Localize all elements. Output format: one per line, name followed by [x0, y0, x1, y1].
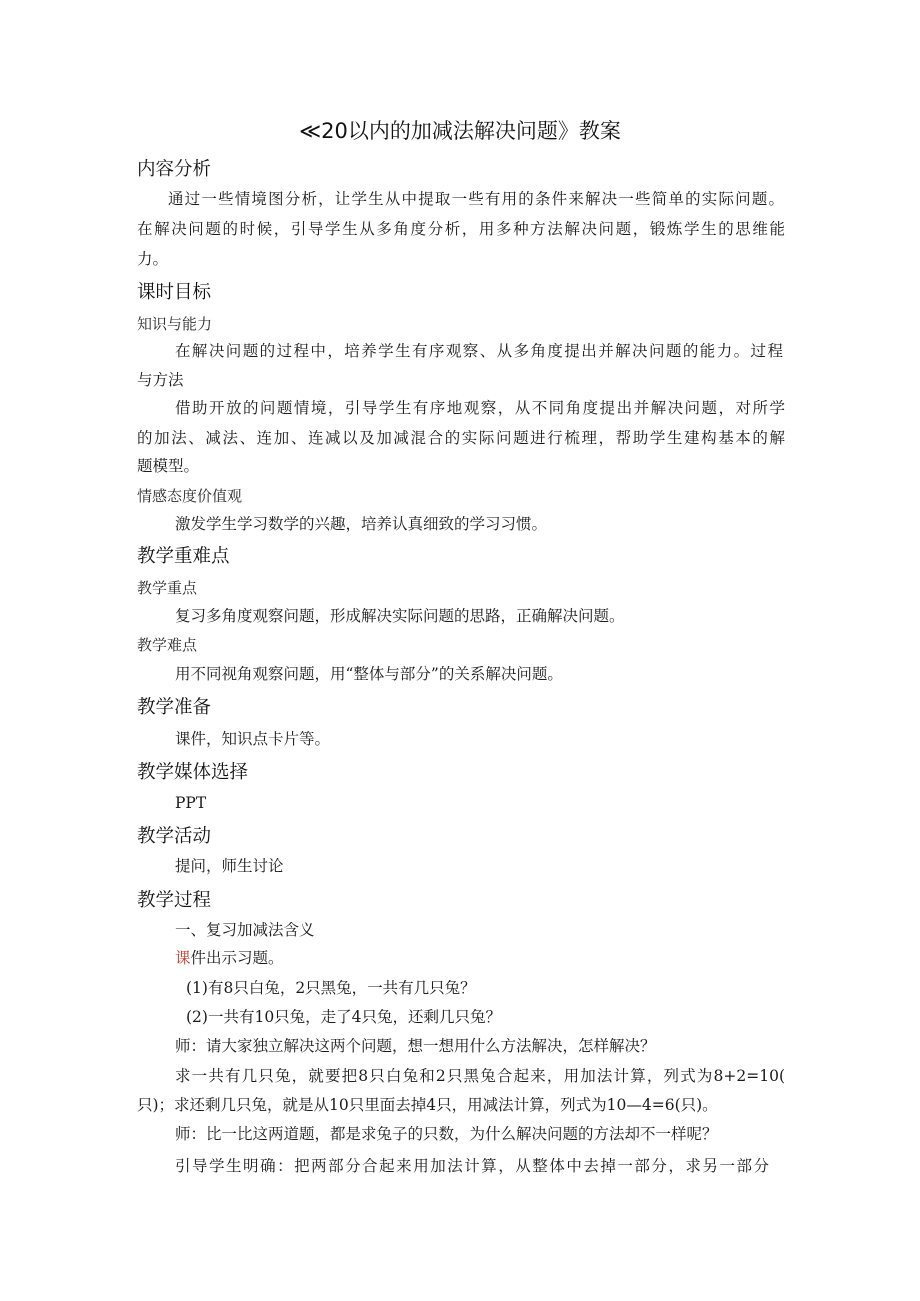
- process-line-2: 的加法、减法、连加、连减以及加减混合的实际问题进行梳理，帮助学生建构基本的解: [137, 429, 785, 447]
- process-step-1: 一、复习加减法含义: [175, 921, 315, 939]
- label-knowledge: 知识与能力: [137, 315, 213, 333]
- attitude-line: 激发学生学习数学的兴趣，培养认真细致的学习习惯。: [175, 515, 548, 533]
- heading-media: 教学媒体选择: [137, 762, 249, 783]
- heading-process: 教学过程: [137, 890, 212, 911]
- heading-objectives: 课时目标: [137, 282, 212, 303]
- courseware-highlight: 课: [175, 949, 191, 967]
- knowledge-line-1: 在解决问题的过程中，培养学生有序观察、从多角度提出并解决问题的能力。过程: [175, 342, 783, 360]
- label-attitude: 情感态度价值观: [137, 487, 243, 505]
- difficult-line: 用不同视角观察问题，用“整体与部分”的关系解决问题。: [175, 665, 563, 683]
- question-2: (2)一共有10只兔，走了4只兔，还剩几只兔？: [186, 1008, 502, 1026]
- teacher-line-2: 师：比一比这两道题，都是求兔子的只数，为什么解决问题的方法却不一样呢？: [175, 1125, 718, 1143]
- courseware-rest: 件出示习题。: [190, 949, 284, 967]
- content-analysis-line-2: 在解决问题的时候，引导学生从多角度分析，用多种方法解决问题，锻炼学生的思维能: [137, 220, 785, 238]
- guide-line: 引导学生明确：把两部分合起来用加法计算，从整体中去掉一部分，求另一部分: [175, 1157, 769, 1175]
- heading-key-points: 教学重难点: [137, 546, 230, 567]
- process-line-3: 题模型。: [137, 457, 200, 475]
- heading-activities: 教学活动: [137, 826, 212, 847]
- process-line-1: 借助开放的问题情境，引导学生有序地观察，从不同角度提出并解决问题，对所学: [175, 399, 785, 417]
- answer-line-1: 求一共有几只兔，就要把8只白兔和2只黑兔合起来，用加法计算，列式为8+2=10(: [175, 1067, 785, 1085]
- document-title: ≪20以内的加减法解决问题》教案: [299, 119, 621, 143]
- activities-line: 提问，师生讨论: [175, 857, 284, 875]
- courseware-line: [175, 948, 284, 968]
- teacher-line-1: 师：请大家独立解决这两个问题，想一想用什么方法解决，怎样解决？: [175, 1037, 656, 1055]
- question-1: (1)有8只白兔，2只黑兔，一共有几只兔？: [186, 979, 476, 997]
- content-analysis-line-1: 通过一些情境图分析，让学生从中提取一些有用的条件来解决一些简单的实际问题。: [168, 190, 784, 208]
- label-key: 教学重点: [137, 579, 198, 597]
- content-analysis-line-3: 力。: [137, 250, 169, 268]
- heading-preparation: 教学准备: [137, 697, 212, 718]
- media-line: PPT: [175, 794, 207, 812]
- preparation-line: 课件，知识点卡片等。: [175, 730, 331, 748]
- key-line: 复习多角度观察问题，形成解决实际问题的思路，正确解决问题。: [175, 607, 625, 625]
- knowledge-line-2: 与方法: [137, 371, 184, 389]
- answer-line-2: 只)；求还剩几只兔，就是从10只里面去掉4只，用减法计算，列式为10—4=6(只)。: [137, 1096, 718, 1114]
- heading-content-analysis: 内容分析: [137, 159, 212, 180]
- label-difficult: 教学难点: [137, 636, 198, 654]
